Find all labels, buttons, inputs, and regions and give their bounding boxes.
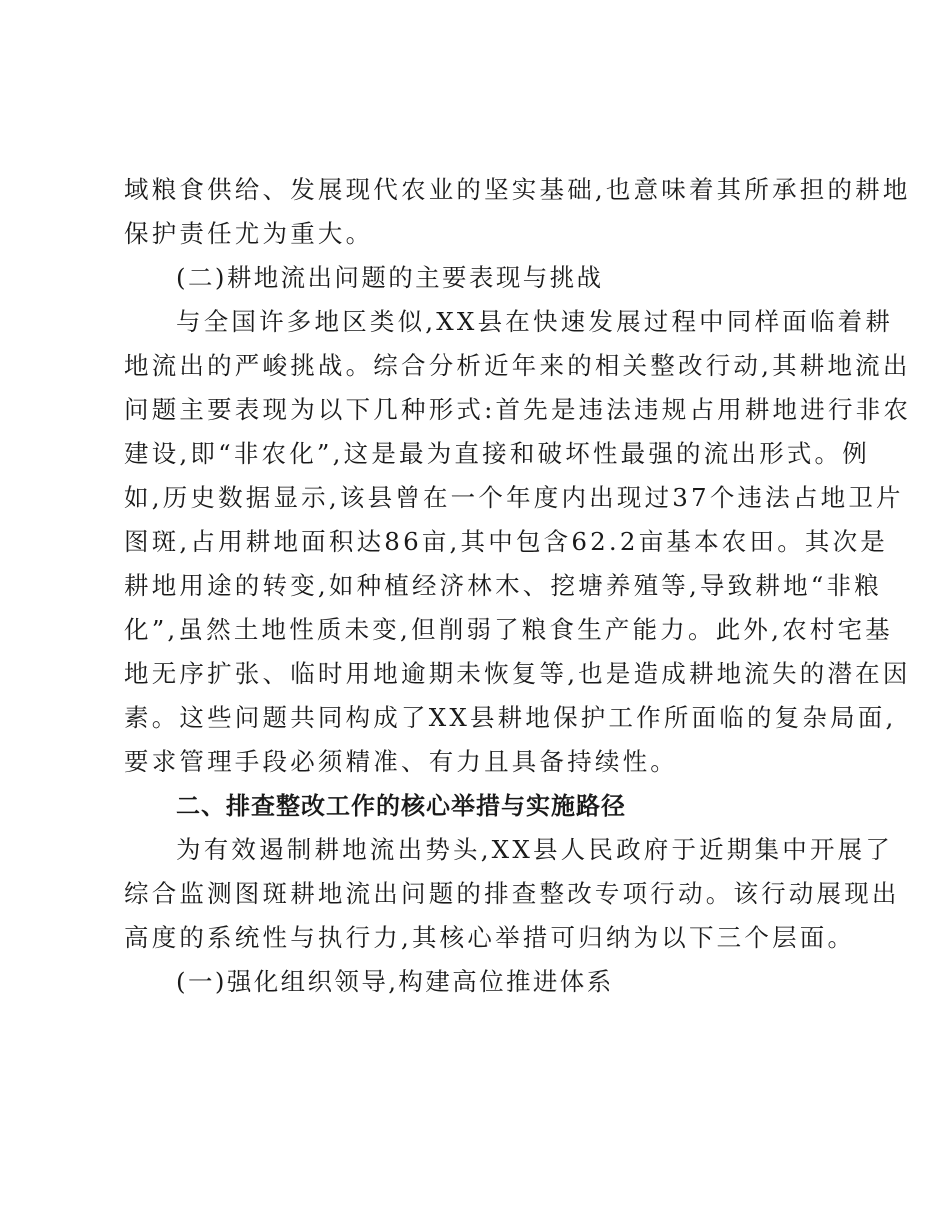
section-heading: 二、排查整改工作的核心举措与实施路径 (176, 792, 626, 820)
subsection-heading: (一)强化组织领导,构建高位推进体系 (176, 967, 614, 996)
paragraph-line: 化”,虽然土地性质未变,但削弱了粮食生产能力。此外,农村宅基 (124, 615, 893, 644)
paragraph-line: 与全国许多地区类似,XX县在快速发展过程中同样面临着耕 (176, 307, 894, 336)
paragraph-line: 如,历史数据显示,该县曾在一个年度内出现过37个违法占地卫片 (124, 483, 904, 512)
paragraph-line: 耕地用途的转变,如种植经济林木、挖塘养殖等,导致耕地“非粮 (124, 571, 882, 600)
paragraph-line: 问题主要表现为以下几种形式:首先是违法违规占用耕地进行非农 (124, 395, 912, 424)
subsection-heading: (二)耕地流出问题的主要表现与挑战 (176, 263, 604, 292)
paragraph-line: 地流出的严峻挑战。综合分析近年来的相关整改行动,其耕地流出 (124, 351, 911, 380)
paragraph-line: 素。这些问题共同构成了XX县耕地保护工作所面临的复杂局面, (124, 703, 897, 732)
paragraph-line: 地无序扩张、临时用地逾期未恢复等,也是造成耕地流失的潜在因 (124, 659, 911, 688)
paragraph-line: 建设,即“非农化”,这是最为直接和破坏性最强的流出形式。例 (124, 439, 870, 468)
document-page (124, 168, 912, 1004)
paragraph-line: 保护责任尤为重大。 (124, 219, 374, 248)
paragraph-line: 为有效遏制耕地流出势头,XX县人民政府于近期集中开展了 (176, 835, 894, 864)
paragraph-line: 高度的系统性与执行力,其核心举措可归纳为以下三个层面。 (124, 923, 856, 952)
paragraph-line: 图斑,占用耕地面积达86亩,其中包含62.2亩基本农田。其次是 (124, 527, 888, 556)
paragraph-line: 要求管理手段必须精准、有力且具备持续性。 (124, 747, 678, 776)
paragraph-line: 域粮食供给、发展现代农业的坚实基础,也意味着其所承担的耕地 (124, 175, 911, 204)
paragraph-line: 综合监测图斑耕地流出问题的排查整改专项行动。该行动展现出 (124, 879, 900, 908)
